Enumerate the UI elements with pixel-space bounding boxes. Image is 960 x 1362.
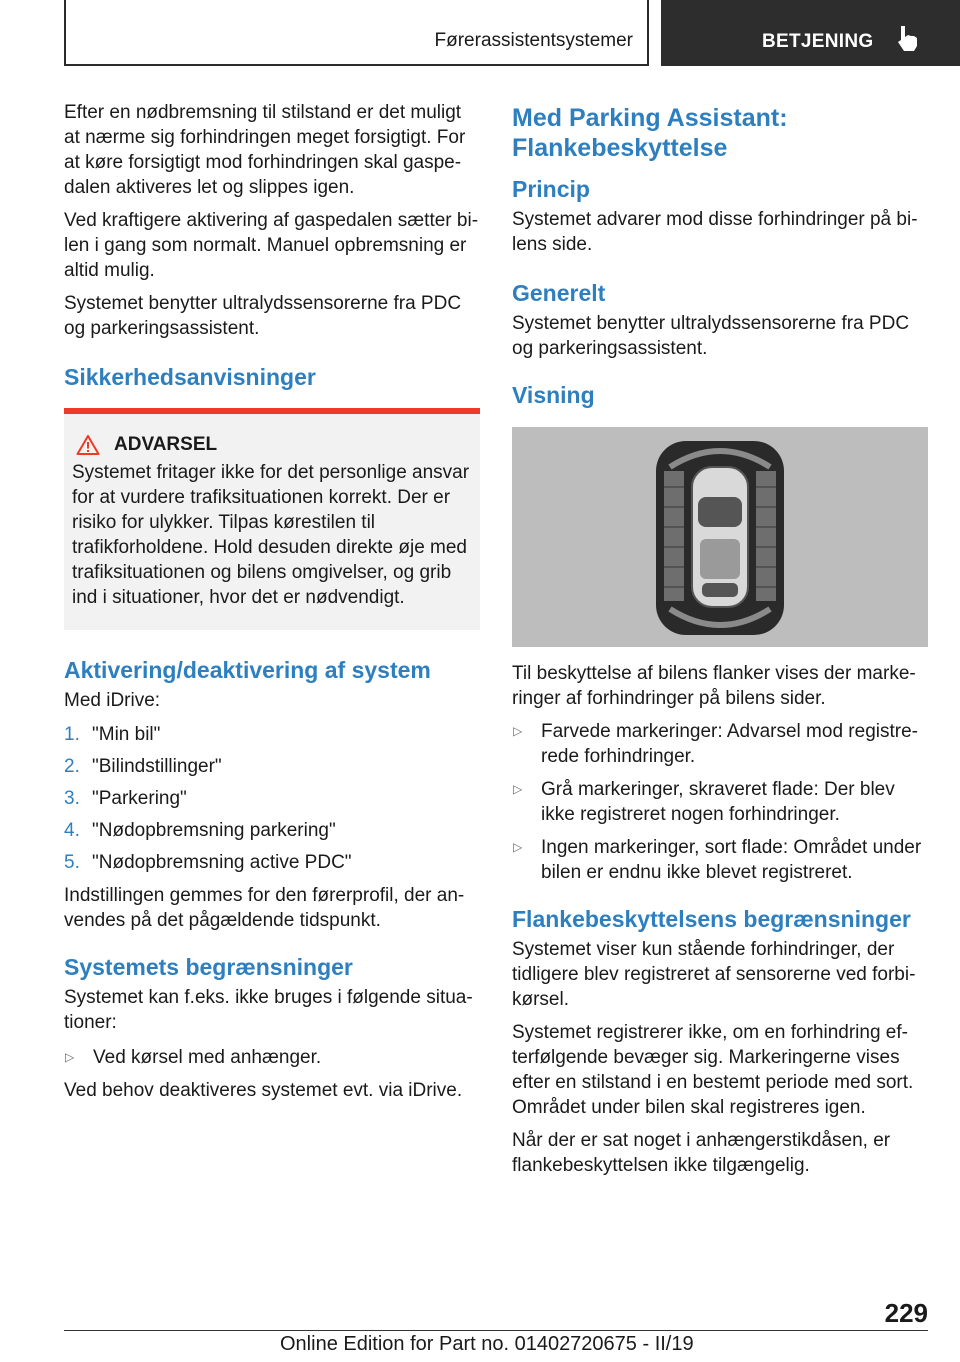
paragraph-limits: Systemet kan f.eks. ikke bruges i følgende situationer:: [64, 987, 473, 1033]
list-item: ▷ Ingen markeringer, sort flade: Området under bilen er endnu ikke blevet registreret.: [513, 837, 922, 883]
list-item: 1. "Min bil": [64, 724, 161, 745]
triangle-bullet-icon: ▷: [65, 1050, 75, 1064]
paragraph-principle: Systemet advarer mod disse forhindringer på bilens side.: [512, 209, 918, 255]
heading-flank-limits: Flankebeskyttelsens begrænsninger: [512, 906, 911, 932]
heading-system-limits: Systemets begrænsninger: [64, 954, 353, 980]
list-item: 4. "Nødopbremsning parkering": [64, 820, 336, 841]
header-section-title: Førerassistentsystemer: [434, 30, 633, 51]
car-top-view-illustration: [512, 427, 928, 647]
footer-divider: [64, 1330, 928, 1331]
paragraph-idrive: Med iDrive:: [64, 690, 161, 711]
display-markings-list: [512, 719, 928, 885]
heading-display: Visning: [512, 382, 595, 408]
heading-flank-protection: Med Parking Assistant: Flankebeskyttelse: [512, 104, 788, 162]
heading-principle: Princip: [512, 176, 590, 202]
paragraph-flank-limits-1: Systemet viser kun stående forhindringer, der tidligere blev registreret af sensorerne ved forbikørsel.: [512, 939, 916, 1010]
triangle-bullet-icon: ▷: [513, 724, 523, 738]
hand-pointer-icon: [895, 24, 921, 52]
heading-activation: Aktivering/deaktivering af system: [64, 657, 431, 683]
paragraph-sensors: Systemet benytter ultralydssensorerne fra PDC og parkeringsassistent.: [64, 293, 462, 339]
left-column: [64, 100, 480, 1111]
triangle-bullet-icon: ▷: [513, 782, 523, 796]
paragraph-display: Til beskyttelse af bilens flanker vises der markeringer af forhindringer på bilens sider.: [512, 663, 916, 709]
header-chapter-title: BETJENING: [762, 31, 874, 52]
footer-edition: Online Edition for Part no. 01402720675 - II/19: [280, 1333, 694, 1355]
list-item: 5. "Nødopbremsning active PDC": [64, 852, 352, 873]
paragraph-flank-limits-3: Når der er sat noget i anhængerstikdåsen, er flankebeskyttelsen ikke tilgængelig.: [512, 1130, 891, 1176]
warning-triangle-icon: [76, 434, 100, 456]
warning-title: ADVARSEL: [114, 434, 218, 455]
triangle-bullet-icon: ▷: [513, 840, 523, 854]
header-section-tab: [64, 0, 649, 66]
heading-safety: Sikkerhedsanvisninger: [64, 364, 316, 390]
paragraph-deactivate: Ved behov deaktiveres systemet evt. via iDrive.: [64, 1080, 463, 1101]
list-item: 3. "Parkering": [64, 788, 187, 809]
paragraph-general: Systemet benytter ultralydssensorerne fra PDC og parkeringsassistent.: [512, 313, 910, 359]
limits-list: [64, 1045, 480, 1070]
page-number: 229: [884, 1298, 928, 1328]
warning-text: Systemet fritager ikke for det personlige ansvar for at vurdere trafiksituationen korrekt. Der er risiko for ulykker. Tilpas kørestilen til trafikforholdene. Hold desuden direkte øje med trafiksituationen og bilens omgivelser, og grib ind i situationer, hvor det er nødvendigt.: [72, 462, 470, 608]
list-item: ▷ Grå markeringer, skraveret flade: Der blev ikke registreret nogen forhindringer.: [513, 779, 895, 825]
paragraph-settings-saved: Indstillingen gemmes for den førerprofil, der anvendes på det pågældende tidspunkt.: [64, 885, 465, 931]
warning-header: [72, 434, 472, 456]
right-column: [512, 103, 928, 1186]
paragraph-accelerate: Ved kraftigere aktivering af gaspedalen sætter bilen i gang som normalt. Manuel opbremsning er altid mulig.: [64, 210, 479, 281]
flank-protection-illustration: [512, 427, 928, 647]
list-item: ▷ Farvede markeringer: Advarsel mod registrerede forhindringer.: [513, 721, 918, 767]
paragraph-after-braking: Efter en nødbremsning til stilstand er det muligt at nærme sig forhindringen meget forsigtigt. For at køre forsigtigt mod forhindringen skal gaspedalen aktiveres let og slippes igen.: [64, 102, 466, 198]
warning-box: [64, 408, 480, 630]
paragraph-flank-limits-2: Systemet registrerer ikke, om en forhindring efterfølgende bevæger sig. Markeringerne vises efter en stilstand i en bestemt periode med sort. Området under bilen skal registreres igen.: [512, 1022, 914, 1118]
steps-list: [64, 719, 480, 879]
heading-general: Generelt: [512, 280, 606, 306]
list-item: 2. "Bilindstillinger": [64, 756, 222, 777]
list-item: ▷ Ved kørsel med anhænger.: [65, 1047, 322, 1068]
